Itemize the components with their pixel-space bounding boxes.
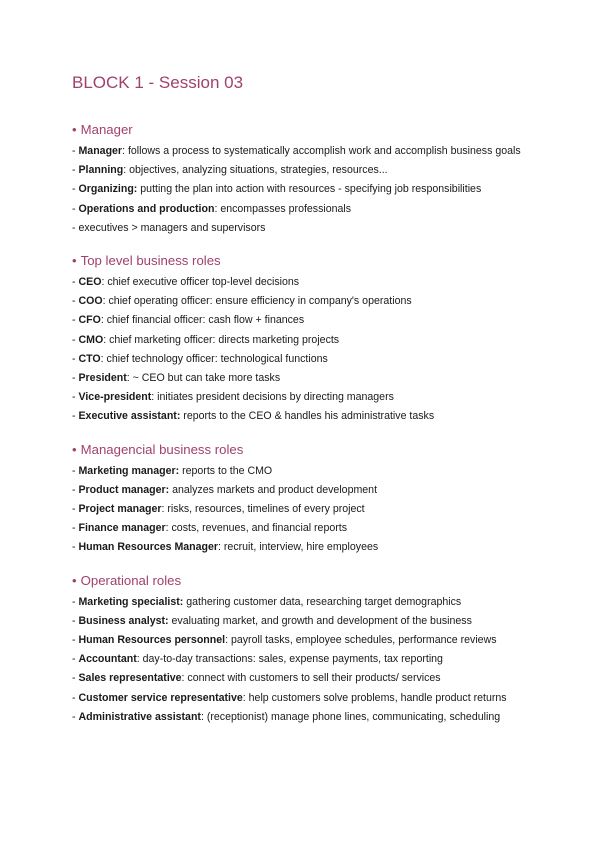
term: Administrative assistant [78,710,201,723]
list-dash: - [72,333,79,346]
list-item [72,689,528,708]
definition: : risks, resources, timelines of every project [161,503,365,516]
definition: : help customers solve problems, handle product returns [242,691,507,704]
section-heading-text: Top level business roles [80,253,221,269]
definition: executives > managers and supervisors [78,221,266,234]
term: CMO [78,333,104,346]
list-dash: - [72,672,79,685]
list-dash: - [72,372,79,385]
definition: : recruit, interview, hire employees [218,541,379,554]
definition: : follows a process to systematically accomplish work and accomplish business goals [122,145,521,157]
list-dash: - [72,314,79,327]
list-dash: - [72,503,79,516]
list-item [72,273,528,292]
definition: : initiates president decisions by directing managers [151,391,394,404]
definition: : connect with customers to sell their products/ services [181,672,441,685]
definition: : chief executive officer top-level decisions [101,276,300,289]
list-item [72,708,528,727]
list-item [72,631,528,650]
term: Marketing specialist: [78,595,184,608]
list-item [72,612,528,631]
definition: : encompasses professionals [214,202,352,215]
section [72,252,528,427]
list-dash: - [72,653,79,666]
section-heading [72,572,528,590]
list-item [72,462,528,481]
list-item [72,180,528,199]
list-item [72,538,528,557]
list-item [72,311,528,330]
definition: : chief financial officer: cash flow + finances [100,314,305,327]
section-heading-text: Manager [80,122,133,137]
term: Project manager [78,503,162,516]
definition: putting the plan into action with resources - specifying job responsibilities [137,183,482,196]
term: Manager [78,145,123,157]
term: Human Resources Manager [78,541,219,554]
list-dash: - [72,391,79,404]
list-item [72,331,528,350]
definition: : (receptionist) manage phone lines, communicating, scheduling [200,710,501,723]
list-dash: - [72,352,79,365]
list-item [72,593,528,612]
sections-container [72,121,528,727]
term: Planning [78,164,124,177]
term: CEO [78,276,102,289]
term: Product manager: [78,483,170,496]
term: COO [78,295,103,308]
definition: reports to the CEO & handles his administrative tasks [180,410,435,423]
list-item [72,292,528,311]
term: Customer service representative [78,691,243,704]
term: Executive assistant: [78,410,181,423]
list-dash: - [72,295,79,308]
list-item [72,650,528,669]
list-dash: - [72,183,79,196]
list-dash: - [72,541,79,554]
list-item [72,481,528,500]
list-dash: - [72,464,79,477]
definition: : ~ CEO but can take more tasks [126,372,281,385]
list-dash: - [72,164,79,177]
list-dash: - [72,145,79,157]
list-dash: - [72,483,79,496]
section-heading [72,441,528,459]
list-item [72,519,528,538]
section-heading [72,121,528,139]
list-item [72,388,528,407]
list-item [72,219,528,238]
term: Finance manager [78,522,166,535]
section-heading-text: Managencial business roles [80,441,244,457]
bullet-icon: • [72,572,77,588]
term: Business analyst: [78,614,169,627]
list-item [72,200,528,219]
definition: : chief technology officer: technological functions [100,352,328,365]
list-item [72,161,528,180]
definition: analyzes markets and product development [169,483,378,496]
list-item [72,350,528,369]
definition: : payroll tasks, employee schedules, performance reviews [225,634,497,647]
term: CFO [78,314,101,327]
definition: : day-to-day transactions: sales, expense payments, tax reporting [136,653,443,666]
term: Marketing manager: [78,464,180,477]
section-heading [72,252,528,270]
list-dash: - [72,614,79,627]
section [72,121,528,238]
bullet-icon: • [72,253,77,269]
section-heading-text: Operational roles [80,572,182,588]
section [72,441,528,558]
list-item [72,407,528,426]
term: Organizing: [78,183,138,196]
list-dash: - [72,595,79,608]
term: Accountant [78,653,137,666]
definition: : objectives, analyzing situations, strategies, resources... [123,164,388,177]
list-dash: - [72,522,79,535]
list-dash: - [72,691,79,704]
term: Sales representative [78,672,182,685]
definition: : chief operating officer: ensure efficiency in company's operations [102,295,412,308]
list-item [72,142,528,161]
definition: reports to the CMO [179,464,273,477]
definition: : chief marketing officer: directs marketing projects [103,333,340,346]
definition: : costs, revenues, and financial reports [165,522,347,535]
list-item [72,669,528,688]
list-dash: - [72,202,79,215]
list-dash: - [72,410,79,423]
term: Operations and production [78,202,215,215]
term: CTO [78,352,101,365]
list-dash: - [72,276,79,289]
bullet-icon: • [72,441,77,457]
page-title: BLOCK 1 - Session 03 [72,73,244,92]
definition: gathering customer data, researching target demographics [183,595,462,608]
list-dash: - [72,221,79,234]
section [72,572,528,727]
term: Human Resources personnel [78,634,226,647]
definition: evaluating market, and growth and development of the business [168,614,472,627]
term: Vice-president [78,391,152,404]
list-item [72,369,528,388]
bullet-icon: • [72,122,77,137]
list-dash: - [72,710,79,723]
term: President [78,372,127,385]
list-item [72,500,528,519]
list-dash: - [72,634,79,647]
